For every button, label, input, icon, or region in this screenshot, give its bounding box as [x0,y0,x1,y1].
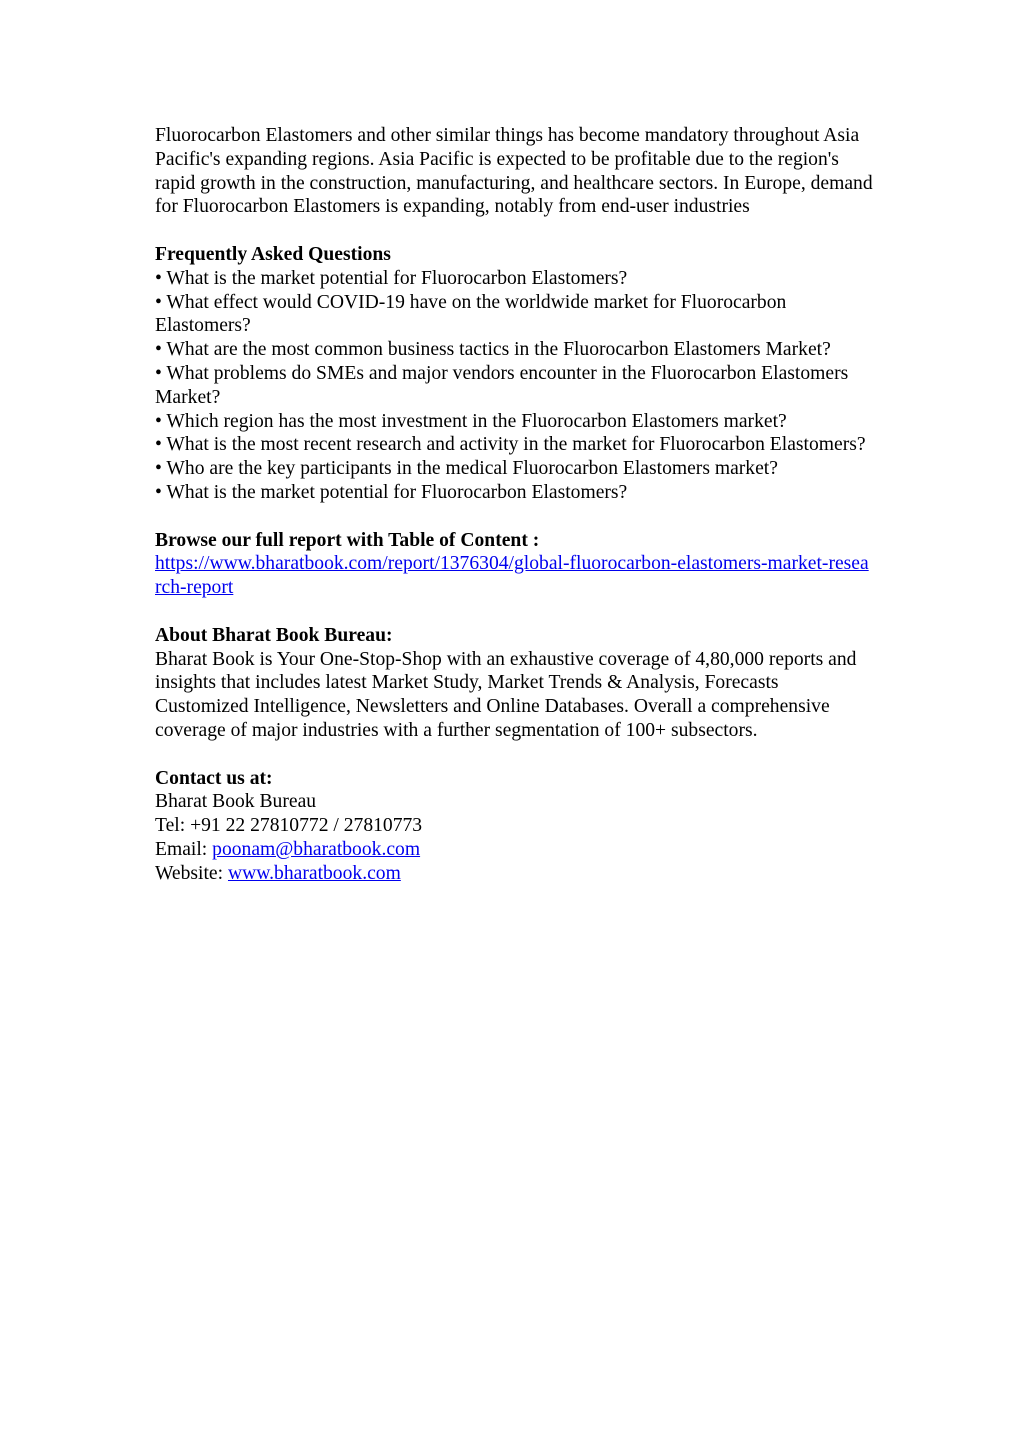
faq-heading: Frequently Asked Questions [155,243,391,265]
faq-item: • What is the market potential for Fluorocarbon Elastomers? [155,267,628,289]
browse-section [155,529,875,600]
website-label: Website: [155,862,228,884]
website-link[interactable]: www.bharatbook.com [227,862,401,884]
faq-item: • What is the most recent research and activity in the market for Fluorocarbon Elastomers? [155,434,866,456]
contact-heading: Contact us at: [155,767,273,789]
contact-company: Bharat Book Bureau [155,791,317,813]
browse-heading: Browse our full report with Table of Content : [155,529,540,551]
faq-item: • What problems do SMEs and major vendors encounter in the Fluorocarbon Elastomers Market? [155,362,849,408]
contact-email-row [155,838,875,862]
faq-item: • What effect would COVID-19 have on the worldwide market for Fluorocarbon Elastomers? [155,291,787,337]
intro-paragraph: Fluorocarbon Elastomers and other similar things has become mandatory throughout Asia Pacific's expanding regions. Asia Pacific is expected to be profitable due to the region's rapid growth in the construction, manufacturing, and healthcare sectors. In Europe, demand for Fluorocarbon Elastomers is expanding, notably from end-user industries [155,125,873,218]
document-page [155,124,875,909]
email-label: Email: [155,838,213,860]
about-text: Bharat Book is Your One-Stop-Shop with an exhaustive coverage of 4,80,000 reports and insights that includes latest Market Study, Market Trends & Analysis, Forecasts Customized Intelligence, Newsletters and Online Databases. Overall a comprehensive coverage of major industries with a further segmentation of 100+ subsectors. [155,648,857,741]
faq-item: • What is the market potential for Fluorocarbon Elastomers? [155,481,628,503]
about-heading: About Bharat Book Bureau: [155,624,393,646]
about-section [155,624,875,743]
contact-website-row [155,862,875,886]
faq-section [155,243,875,505]
faq-item: • What are the most common business tactics in the Fluorocarbon Elastomers Market? [155,339,831,361]
faq-item: • Which region has the most investment in the Fluorocarbon Elastomers market? [155,410,787,432]
faq-item: • Who are the key participants in the medical Fluorocarbon Elastomers market? [155,458,778,480]
report-link[interactable]: https://www.bharatbook.com/report/1376304/global-fluorocarbon-elastomers-market-research-report [155,553,869,599]
contact-section [155,767,875,886]
contact-tel: Tel: +91 22 27810772 / 27810773 [155,815,423,837]
email-link[interactable]: poonam@bharatbook.com [212,838,421,860]
